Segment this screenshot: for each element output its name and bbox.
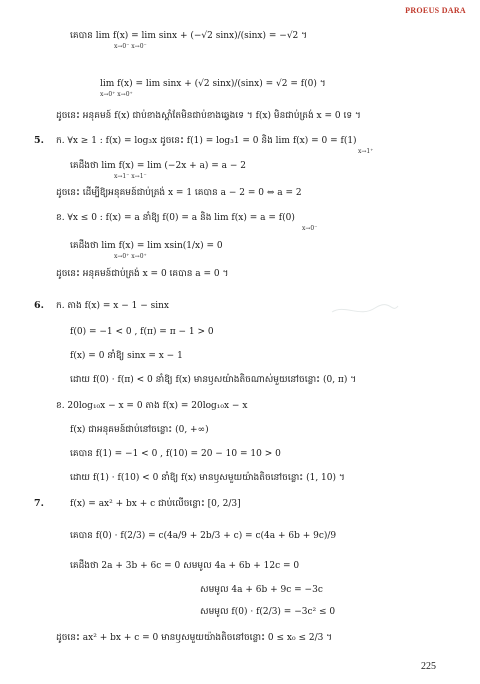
line-6a: ក. តាង f(x) = x − 1 − sinx	[56, 301, 169, 311]
page-number: 225	[421, 661, 436, 672]
line-6a-conclusion: ដោយ f(0) · f(π) < 0 នាំឱ្យ f(x) មានឫសយ៉ាងតិចណាស់មួយនៅចន្លោះ (0, π) ។	[70, 375, 357, 385]
line-7-product: គេបាន f(0) · f(2/3) = c(4a/9 + 2b/3 + c) = c(4a + 6b + 9c)/9	[70, 531, 337, 541]
line-7-equiv-2: សមមូល f(0) · f(2/3) = −3c² ≤ 0	[200, 607, 336, 617]
line-6b-conclusion: ដោយ f(1) · f(10) < 0 នាំឱ្យ f(x) មានឫសមួយយ៉ាងតិចនៅចន្លោះ (1, 10) ។	[70, 473, 345, 483]
line-6b-values: គេបាន f(1) = −1 < 0 , f(10) = 20 − 10 = 10 > 0	[70, 449, 281, 459]
exercise-number-5: 5.	[34, 135, 44, 146]
line-5b: ខ. ∀x ≤ 0 : f(x) = a នាំឱ្យ f(0) = a និង lim f(x) = a = f(0)	[56, 213, 295, 223]
line-left-limit: គេបាន lim f(x) = lim sinx + (−√2 sinx)/(sinx) = −√2 ។	[70, 31, 308, 41]
line-6b: ខ. 20log₁₀x − x = 0 តាង f(x) = 20log₁₀x − x	[56, 401, 248, 411]
sub-5a: x→1⁺	[358, 148, 374, 155]
line-7-equiv-1: សមមូល 4a + 6b + 9c = −3c	[200, 585, 323, 595]
line-7-conclusion: ដូចនេះ ax² + bx + c = 0 មានឫសមួយយ៉ាងតិចនៅចន្លោះ 0 ≤ x₀ ≤ 2/3 ។	[56, 633, 333, 643]
sub-5a-limit: x→1⁻ x→1⁻	[114, 173, 147, 180]
line-5a-conclusion: ដូចនេះ ដើម្បីឱ្យអនុគមន៍ជាប់ត្រង់ x = 1 គេបាន a − 2 = 0 ⇔ a = 2	[56, 188, 302, 198]
exercise-number-7: 7.	[34, 498, 44, 509]
scan-smudge-decoration	[330, 300, 400, 322]
line-7: f(x) = ax² + bx + c ជាប់លើចន្លោះ [0, 2/3]	[70, 499, 241, 509]
header-brand: PROEUS DARA	[405, 6, 466, 15]
line-5a-limit: គេដឹងថា lim f(x) = lim (−2x + a) = a − 2	[70, 161, 247, 171]
line-6b-continuity: f(x) ជាអនុគមន៍ជាប់នៅចន្លោះ (0, +∞)	[70, 425, 209, 435]
line-right-limit: lim f(x) = lim sinx + (√2 sinx)/(sinx) = √2 = f(0) ។	[100, 79, 326, 89]
line-6a-values: f(0) = −1 < 0 , f(π) = π − 1 > 0	[70, 327, 214, 337]
line-5b-conclusion: ដូចនេះ អនុគមន៍ជាប់ត្រង់ x = 0 គេបាន a = 0 ។	[56, 269, 229, 279]
line-6a-equation: f(x) = 0 នាំឱ្យ sinx = x − 1	[70, 351, 183, 361]
line-5b-limit: គេដឹងថា lim f(x) = lim xsin(1/x) = 0	[70, 241, 223, 251]
sub-5b: x→0⁻	[302, 225, 318, 232]
sub-5b-limit: x→0⁺ x→0⁺	[114, 253, 147, 260]
line-7-given: គេដឹងថា 2a + 3b + 6c = 0 សមមូល 4a + 6b + 12c = 0	[70, 561, 300, 571]
sub-left-limit: x→0⁻ x→0⁻	[114, 43, 147, 50]
exercise-number-6: 6.	[34, 300, 44, 311]
line-5a: ក. ∀x ≥ 1 : f(x) = log₃x ដូចនេះ f(1) = log₃1 = 0 និង lim f(x) = 0 = f(1)	[56, 136, 357, 146]
sub-right-limit: x→0⁺ x→0⁺	[100, 91, 133, 98]
line-conclusion-1: ដូចនេះ អនុគមន៍ f(x) ជាប់ខាងស្ដាំតែមិនជាប់ខាងឆ្វេងទេ ។ f(x) មិនជាប់ត្រង់ x = 0 ទេ ។	[56, 111, 361, 121]
